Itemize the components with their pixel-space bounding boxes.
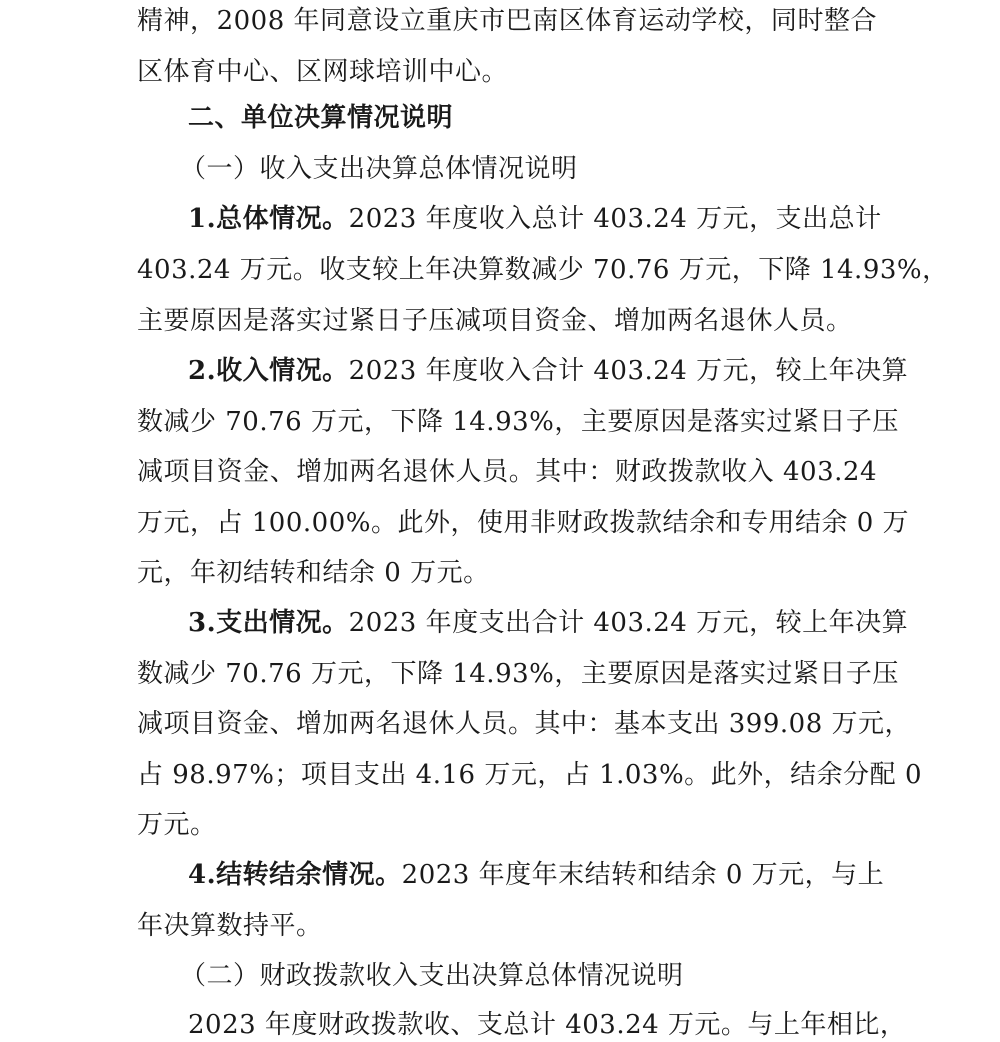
paragraph-line: 精神，2008 年同意设立重庆市巴南区体育运动学校，同时整合 — [137, 6, 877, 36]
paragraph-line: 万元，占 100.00%。此外，使用非财政拨款结余和专用结余 0 万 — [137, 508, 910, 538]
item2-text: 2023 年度收入合计 403.24 万元，较上年决算 — [348, 356, 909, 386]
paragraph-line: 元，年初结转和结余 0 万元。 — [137, 558, 490, 588]
item3-label: 3.支出情况。 — [188, 608, 349, 638]
paragraph-line: 403.24 万元。收支较上年决算数减少 70.76 万元，下降 14.93%， — [137, 255, 949, 285]
paragraph-line: 万元。 — [137, 810, 217, 840]
item4-label: 4.结转结余情况。 — [188, 860, 402, 890]
paragraph-line: 2023 年度财政拨款收、支总计 403.24 万元。与上年相比， — [188, 1010, 907, 1040]
item4-text: 2023 年度年末结转和结余 0 万元，与上 — [401, 860, 885, 890]
paragraph-line: 减项目资金、增加两名退休人员。其中：财政拨款收入 403.24 — [137, 457, 877, 487]
item3-line1 — [188, 606, 909, 640]
item1-line1 — [188, 202, 882, 236]
item4-line1 — [188, 858, 885, 892]
paragraph-line: 减项目资金、增加两名退休人员。其中：基本支出 399.08 万元， — [137, 709, 912, 739]
paragraph-line: 区体育中心、区网球培训中心。 — [137, 57, 509, 87]
item3-text: 2023 年度支出合计 403.24 万元，较上年决算 — [348, 608, 909, 638]
subsection-heading: （二）财政拨款收入支出决算总体情况说明 — [180, 961, 684, 991]
item2-line1 — [188, 354, 909, 388]
paragraph-line: 占 98.97%；项目支出 4.16 万元，占 1.03%。此外，结余分配 0 — [137, 760, 922, 790]
paragraph-line: 数减少 70.76 万元，下降 14.93%，主要原因是落实过紧日子压 — [137, 407, 899, 437]
subsection-heading: （一）收入支出决算总体情况说明 — [180, 154, 578, 184]
item1-text: 2023 年度收入总计 403.24 万元，支出总计 — [348, 204, 882, 234]
item1-label: 1.总体情况。 — [188, 204, 349, 234]
section-heading: 二、单位决算情况说明 — [188, 103, 454, 133]
paragraph-line: 年决算数持平。 — [137, 911, 323, 941]
paragraph-line: 主要原因是落实过紧日子压减项目资金、增加两名退休人员。 — [137, 306, 853, 336]
item2-label: 2.收入情况。 — [188, 356, 349, 386]
paragraph-line: 数减少 70.76 万元，下降 14.93%，主要原因是落实过紧日子压 — [137, 659, 899, 689]
